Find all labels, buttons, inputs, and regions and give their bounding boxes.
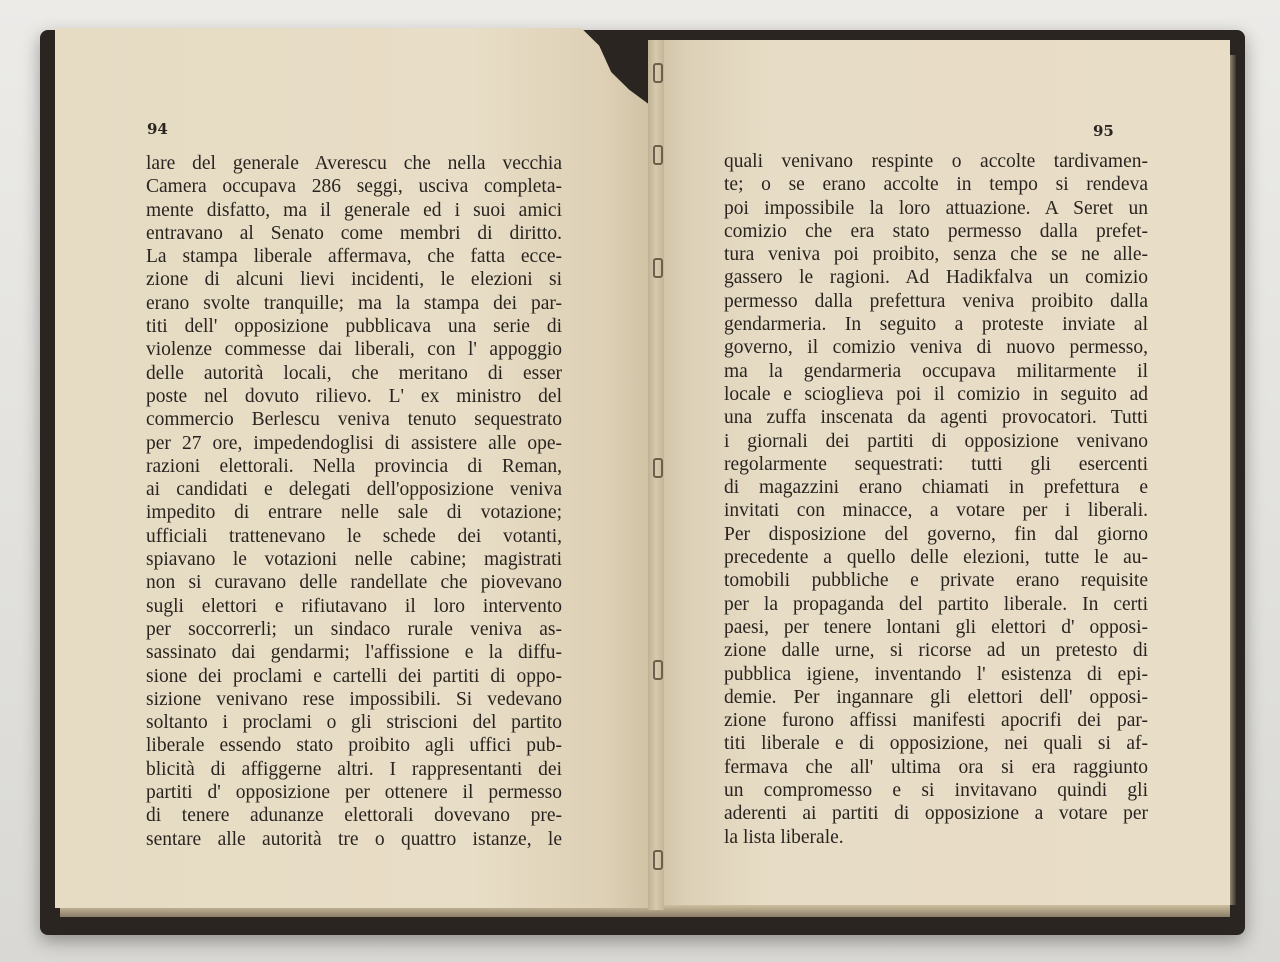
- text-line: La stampa liberale affermava, che fatta ecce-: [146, 246, 562, 268]
- text-line: blicità di affiggerne altri. I rappresentanti dei: [146, 758, 562, 780]
- binding-stitch: [653, 850, 663, 870]
- text-line: regolarmente sequestrati: tutti gli esercenti: [724, 453, 1148, 475]
- text-line: erano svolte tranquille; ma la stampa dei par-: [146, 292, 562, 314]
- binding-stitch: [653, 145, 663, 165]
- text-line: spiavano le votazioni nelle cabine; magistrati: [146, 549, 562, 571]
- text-line: per la propaganda del partito liberale. In certi: [724, 593, 1148, 615]
- text-line: soltanto i proclami o gli striscioni del partito: [146, 712, 562, 734]
- text-line: ma la gendarmeria occupava militarmente il: [724, 360, 1148, 382]
- text-line: sentare alle autorità tre o quattro istanze, le: [146, 828, 562, 850]
- text-line: comizio che era stato permesso dalla prefet-: [724, 220, 1148, 242]
- text-line: per soccorrerli; un sindaco rurale veniva as-: [146, 618, 562, 640]
- binding-stitch: [653, 660, 663, 680]
- binding-stitch: [653, 63, 663, 83]
- text-line: lare del generale Averescu che nella vecchia: [146, 153, 562, 174]
- left-page-text: [146, 152, 562, 851]
- text-line: razioni elettorali. Nella provincia di Reman,: [146, 455, 562, 477]
- text-line: quali venivano respinte o accolte tardivamen-: [724, 151, 1148, 172]
- text-line: ufficiali trattenevano le schede dei votanti,: [146, 525, 562, 547]
- text-line: violenze commesse dai liberali, con l' appoggio: [146, 339, 562, 361]
- text-line: sassinato dai gendarmi; l'affissione e la diffu-: [146, 642, 562, 664]
- text-line: liberale essendo stato proibito agli uffici pub-: [146, 735, 562, 757]
- text-line: paesi, per tenere lontani gli elettori d' opposi-: [724, 616, 1148, 638]
- text-line: pubblica igiene, inventando l' esistenza di epi-: [724, 663, 1148, 685]
- text-line: titi liberale e di opposizione, nei quali si af-: [724, 733, 1148, 755]
- text-line: gendarmeria. In seguito a proteste inviate al: [724, 314, 1148, 336]
- text-line: fermava che all' ultima ora si era raggiunto: [724, 756, 1148, 778]
- text-line: demie. Per ingannare gli elettori dell' opposi-: [724, 686, 1148, 708]
- text-line: locale e scioglieva poi il comizio in seguito ad: [724, 383, 1148, 405]
- text-line: te; o se erano accolte in tempo si rendeva: [724, 174, 1148, 196]
- text-line: poste nel dovuto rilievo. L' ex ministro del: [146, 385, 562, 407]
- text-line: i giornali dei partiti di opposizione venivano: [724, 430, 1148, 452]
- text-line: gassero le ragioni. Ad Hadikfalva un comizio: [724, 267, 1148, 289]
- left-page-number: 94: [147, 120, 168, 138]
- text-line: governo, il comizio veniva di nuovo permesso,: [724, 337, 1148, 359]
- text-line: di tenere adunanze elettorali dovevano pre-: [146, 805, 562, 827]
- text-line: Per disposizione del governo, fin dal giorno: [724, 523, 1148, 545]
- text-line: poi impossibile la loro attuazione. A Seret un: [724, 197, 1148, 219]
- text-line: precedente a quello delle elezioni, tutte le au-: [724, 547, 1148, 569]
- text-line: per 27 ore, impedendoglisi di assistere alle ope-: [146, 432, 562, 454]
- text-line: zione di alcuni lievi incidenti, le elezioni si: [146, 269, 562, 291]
- text-line: titi dell' opposizione pubblicava una serie di: [146, 316, 562, 338]
- text-line: una zuffa inscenata da agenti provocatori. Tutti: [724, 407, 1148, 429]
- text-line: di magazzini erano chiamati in prefettura e: [724, 477, 1148, 499]
- text-line: invitati con minacce, a votare per i liberali.: [724, 500, 1148, 522]
- text-line: la lista liberale.: [724, 826, 844, 848]
- text-line: zione dalle urne, si ricorse ad un pretesto di: [724, 640, 1148, 662]
- binding-stitch: [653, 458, 663, 478]
- text-line: un compromesso e si invitavano quindi gli: [724, 780, 1148, 802]
- text-line: delle autorità locali, che meritano di esser: [146, 362, 562, 384]
- text-line: zione furono affissi manifesti apocrifi dei par-: [724, 710, 1148, 732]
- right-page-number: 95: [1093, 122, 1114, 140]
- text-line: ai candidati e delegati dell'opposizione veniva: [146, 479, 562, 501]
- text-line: non si curavano delle randellate che piovevano: [146, 572, 562, 594]
- text-line: mente disfatto, ma il generale ed i suoi amici: [146, 199, 562, 221]
- text-line: permesso dalla prefettura veniva proibito dalla: [724, 290, 1148, 312]
- text-line: entravano al Senato come membri di diritto.: [146, 222, 562, 244]
- binding-stitch: [653, 258, 663, 278]
- text-line: Camera occupava 286 seggi, usciva completa-: [146, 176, 562, 198]
- text-line: tomobili pubbliche e private erano requisite: [724, 570, 1148, 592]
- text-line: partiti d' opposizione per ottenere il permesso: [146, 782, 562, 804]
- text-line: tura veniva poi proibito, senza che se ne alle-: [724, 244, 1148, 266]
- right-page-text: [724, 150, 1148, 849]
- text-line: sione dei proclami e cartelli dei partiti di oppo-: [146, 665, 562, 687]
- text-line: commercio Berlescu veniva tenuto sequestrato: [146, 409, 562, 431]
- text-line: sugli elettori e rifiutavano il loro intervento: [146, 595, 562, 617]
- text-line: impedito di entrare nelle sale di votazione;: [146, 502, 562, 524]
- text-line: aderenti ai partiti di opposizione a votare per: [724, 803, 1148, 825]
- text-line: sizione venivano rese impossibili. Si vedevano: [146, 688, 562, 710]
